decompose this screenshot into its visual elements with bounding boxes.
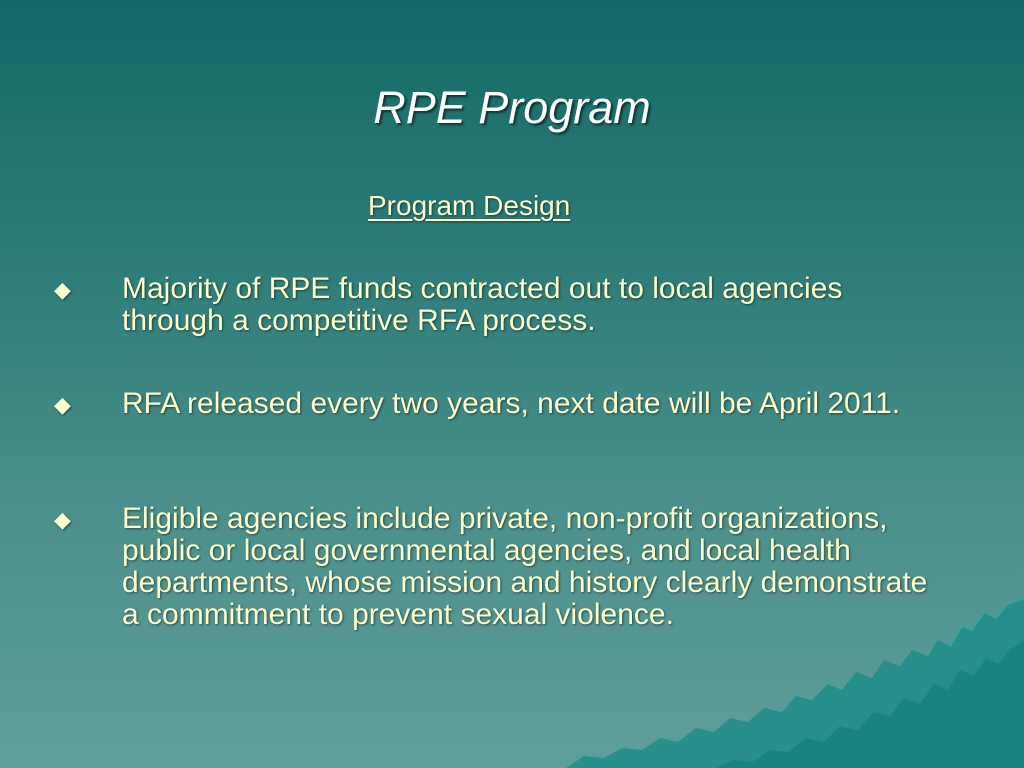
diamond-bullet-icon: ◆	[54, 392, 71, 417]
bullet-text: Eligible agencies include private, non-profit organizations, public or local governmental agencies, and local health departments, whose mission and history clearly demonstrate a commitment to prevent sexual violence.	[122, 502, 928, 631]
bullet-text: Majority of RPE funds contracted out to local agencies through a competitive RFA process.	[122, 272, 843, 337]
slide-title: RPE Program	[373, 82, 651, 133]
diamond-bullet-icon: ◆	[54, 507, 71, 532]
bullet-text: RFA released every two years, next date will be April 2011.	[122, 387, 901, 420]
slide-subtitle: Program Design	[368, 190, 571, 221]
diamond-bullet-icon: ◆	[54, 277, 71, 302]
